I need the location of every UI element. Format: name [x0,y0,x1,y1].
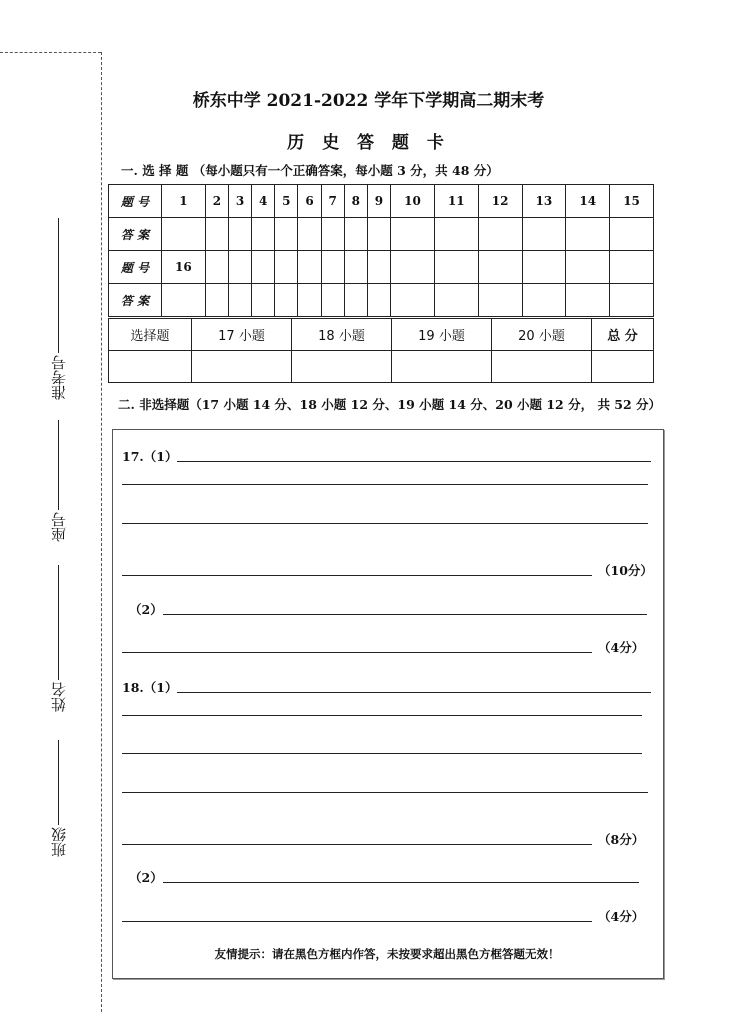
answer-line[interactable] [122,921,592,922]
field-label: 班级 [49,827,68,857]
field-line [58,218,59,353]
answer-line[interactable] [122,523,648,524]
question-number: 8 [344,185,367,218]
field-label: 准考号 [49,355,68,400]
answer-cell[interactable] [228,284,251,317]
field-xingming[interactable] [38,565,78,714]
answer-header: 答 案 [109,284,162,317]
question-number: 13 [522,185,566,218]
table-row [109,251,654,284]
question-number: 16 [162,251,206,284]
empty-cell [522,251,566,284]
empty-cell [298,251,321,284]
q17-1-row[interactable] [122,523,648,527]
points-label: （4分） [598,640,645,655]
empty-cell [321,251,344,284]
field-label: 座号 [49,512,68,542]
answer-cell[interactable] [321,284,344,317]
empty-cell [275,251,298,284]
field-zuohao[interactable] [38,420,78,544]
answer-line[interactable] [122,792,648,793]
q18-1-row[interactable] [122,830,644,848]
points-label: （4分） [598,909,645,924]
question-number: 6 [298,185,321,218]
q18-1-row[interactable] [122,792,648,796]
answer-line[interactable] [177,461,651,462]
score-header: 20 小题 [492,319,592,351]
q18-1-row[interactable] [122,715,642,719]
answer-cell[interactable] [298,218,321,251]
answer-cell[interactable] [522,218,566,251]
field-line [58,740,59,825]
answer-cell[interactable] [205,218,228,251]
question-number: 10 [391,185,435,218]
answer-cell[interactable] [344,284,367,317]
answer-cell[interactable] [434,284,478,317]
question-number: 2 [205,185,228,218]
answer-line[interactable] [177,692,651,693]
empty-cell [610,251,654,284]
answer-cell[interactable] [275,218,298,251]
points-label: （10分） [598,563,653,578]
answer-table [108,184,654,317]
answer-line[interactable] [122,715,642,716]
table-row [109,185,654,218]
answer-cell[interactable] [228,218,251,251]
section-1-label: 一. 选 择 题 （每小题只有一个正确答案，每小题 3 分，共 48 分） [121,163,499,178]
answer-cell[interactable] [205,284,228,317]
answer-cell[interactable] [367,284,390,317]
question-number: 4 [252,185,275,218]
q18-1-label: 18.（1） [122,680,178,695]
seal-line [101,52,102,1012]
answer-cell[interactable] [367,218,390,251]
score-cell[interactable] [109,351,192,383]
answer-cell[interactable] [391,218,435,251]
answer-cell[interactable] [344,218,367,251]
score-table [108,318,654,383]
answer-cell[interactable] [434,218,478,251]
answer-box [112,429,664,979]
score-cell[interactable] [592,351,654,383]
answer-cell[interactable] [298,284,321,317]
empty-cell [344,251,367,284]
score-cell[interactable] [492,351,592,383]
field-line [58,565,59,680]
q18-1-row[interactable] [122,753,642,757]
question-number: 15 [610,185,654,218]
table-row [109,319,654,351]
answer-line[interactable] [163,882,639,883]
field-banji[interactable] [38,740,78,859]
answer-cell[interactable] [162,284,206,317]
answer-line[interactable] [122,575,592,576]
q18-2-row[interactable] [122,907,644,925]
field-zhunkaohao[interactable] [38,218,78,402]
field-line [58,420,59,510]
score-header: 18 小题 [292,319,392,351]
answer-line[interactable] [122,652,592,653]
score-header: 总 分 [592,319,654,351]
question-number: 5 [275,185,298,218]
question-number: 7 [321,185,344,218]
answer-cell[interactable] [566,218,610,251]
empty-cell [478,251,522,284]
answer-header: 答 案 [109,218,162,251]
score-header: 19 小题 [392,319,492,351]
empty-cell [205,251,228,284]
q18-2-row[interactable] [129,868,639,886]
empty-cell [566,251,610,284]
seal-line-top [0,52,101,53]
q18-2-label: （2） [129,870,163,885]
q17-1-row[interactable] [122,561,653,579]
answer-cell[interactable] [610,284,654,317]
score-header: 选择题 [109,319,192,351]
question-number: 9 [367,185,390,218]
answer-cell[interactable] [252,284,275,317]
answer-cell[interactable] [391,284,435,317]
answer-cell[interactable] [478,218,522,251]
empty-cell [252,251,275,284]
answer-cell[interactable] [252,218,275,251]
score-cell[interactable] [192,351,292,383]
empty-cell [367,251,390,284]
answer-cell[interactable] [321,218,344,251]
q17-2-row[interactable] [122,638,644,656]
answer-cell[interactable] [478,284,522,317]
q18-1-row[interactable] [122,678,651,696]
answer-cell[interactable] [522,284,566,317]
table-row [109,218,654,251]
q17-1-row[interactable] [122,484,648,488]
answer-line[interactable] [122,844,592,845]
empty-cell [434,251,478,284]
answer-cell[interactable] [275,284,298,317]
q17-2-row[interactable] [129,600,647,618]
page-subtitle: 历 史 答 题 卡 [287,133,450,153]
table-header: 题 号 [109,251,162,284]
answer-line[interactable] [163,614,647,615]
field-label: 姓名 [49,682,68,712]
score-cell[interactable] [292,351,392,383]
question-number: 1 [162,185,206,218]
section-2-label: 二. 非选择题（17 小题 14 分、18 小题 12 分、19 小题 14 分、20 小题 12 分， 共 52 分） [118,397,662,412]
score-cell[interactable] [392,351,492,383]
points-label: （8分） [598,832,645,847]
q17-1-row[interactable] [122,447,651,465]
q17-1-label: 17.（1） [122,449,178,464]
table-header: 题 号 [109,185,162,218]
q17-2-label: （2） [129,602,163,617]
question-number: 14 [566,185,610,218]
table-row [109,284,654,317]
answer-line[interactable] [122,753,642,754]
empty-cell [228,251,251,284]
answer-line[interactable] [122,484,648,485]
question-number: 3 [228,185,251,218]
score-header: 17 小题 [192,319,292,351]
answer-cell[interactable] [610,218,654,251]
page-title: 桥东中学 2021-2022 学年下学期高二期末考 [192,91,545,111]
empty-cell [391,251,435,284]
answer-cell[interactable] [566,284,610,317]
footer-tip: 友情提示：请在黑色方框内作答，未按要求超出黑色方框答题无效！ [214,947,560,961]
table-row [109,351,654,383]
question-number: 11 [434,185,478,218]
question-number: 12 [478,185,522,218]
answer-cell[interactable] [162,218,206,251]
